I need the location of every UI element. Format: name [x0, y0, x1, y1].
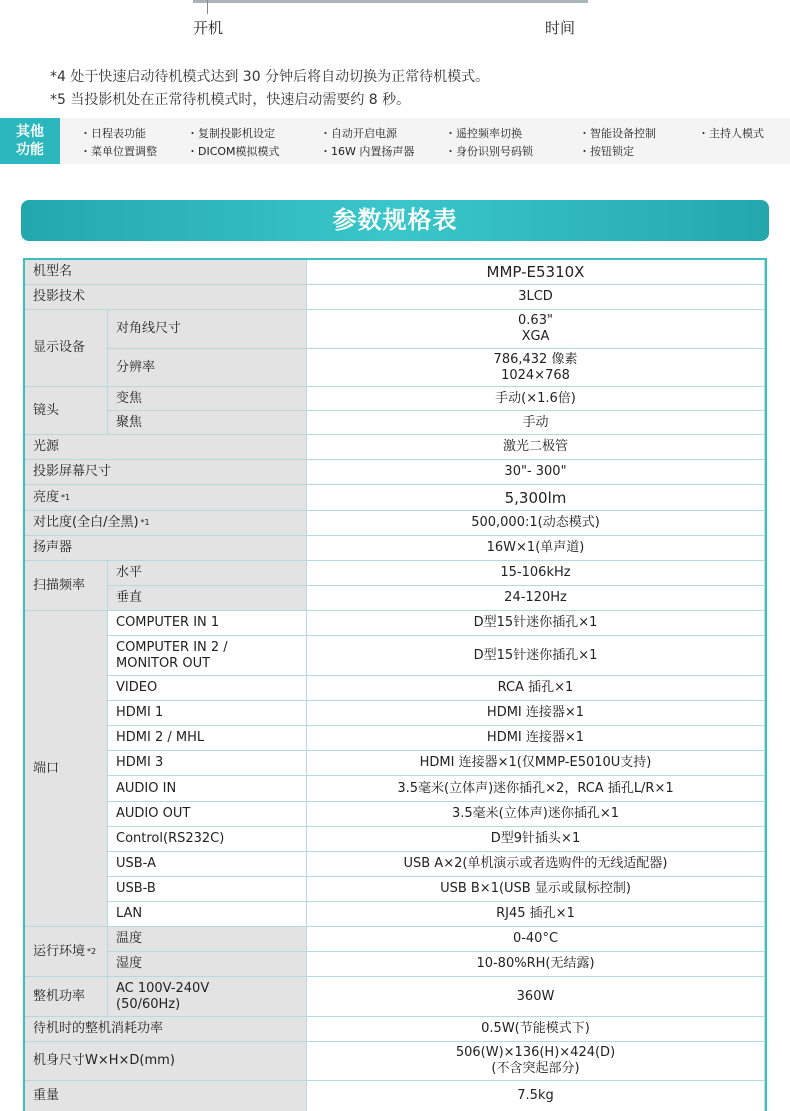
timeline-end-label: 时间: [545, 19, 576, 37]
spec-hum-label: 湿度: [108, 952, 307, 977]
feature-item: ・复制投影机设定: [187, 127, 275, 140]
spec-speaker-label: 扬声器: [25, 536, 307, 561]
timeline-axis: [193, 0, 588, 3]
feature-item: ・日程表功能: [80, 127, 146, 140]
feature-item: ・菜单位置调整: [80, 145, 157, 158]
spec-res-value-line2: 1024×768: [501, 367, 570, 383]
spec-env-label-text: 运行环境: [33, 943, 86, 959]
spec-screen-value: 30"- 300": [307, 460, 765, 485]
spec-model-label: 机型名: [25, 260, 307, 285]
spec-diag-value: [307, 310, 765, 349]
spec-display-label: 显示设备: [25, 310, 108, 387]
spec-contrast-value: 500,000:1(动态模式): [307, 511, 765, 536]
spec-size-label: 机身尺寸W×H×D(mm): [25, 1042, 307, 1081]
spec-title: 参数规格表: [21, 200, 769, 241]
port-value: HDMI 连接器×1: [307, 701, 765, 726]
spec-v-value: 24-120Hz: [307, 586, 765, 611]
spec-h-value: 15-106kHz: [307, 561, 765, 586]
port-value: 3.5毫米(立体声)迷你插孔×2，RCA 插孔L/R×1: [307, 776, 765, 802]
spec-zoom-value: 手动(×1.6倍): [307, 387, 765, 411]
port-value: HDMI 连接器×1: [307, 726, 765, 751]
spec-bright-footnote: *1: [61, 492, 71, 502]
spec-bright-label: [25, 485, 307, 511]
spec-focus-label: 聚焦: [108, 411, 307, 435]
spec-standby-value: 0.5W(节能模式下): [307, 1017, 765, 1042]
port-value: RJ45 插孔×1: [307, 902, 765, 927]
spec-weight-value: 7.5kg: [307, 1081, 765, 1111]
port-value: D型15针迷你插孔×1: [307, 636, 765, 676]
spec-standby-label: 待机时的整机消耗功率: [25, 1017, 307, 1042]
spec-size-value-line2: (不含突起部分): [491, 1061, 580, 1076]
spec-h-label: 水平: [108, 561, 307, 586]
other-functions-label-line2: 功能: [16, 142, 44, 158]
port-name: LAN: [108, 902, 307, 927]
spec-power-sub-line2: (50/60Hz): [116, 996, 181, 1012]
timeline-tick: [207, 0, 208, 14]
spec-diag-value-line1: 0.63": [518, 313, 553, 328]
port-value: USB A×2(单机演示或者选购件的无线适配器): [307, 852, 765, 877]
port-name: HDMI 2 / MHL: [108, 726, 307, 751]
port-value: D型9针插头×1: [307, 827, 765, 852]
spec-screen-label: 投影屏幕尺寸: [25, 460, 307, 485]
spec-v-label: 垂直: [108, 586, 307, 611]
feature-item: ・主持人模式: [698, 127, 764, 140]
spec-temp-label: 温度: [108, 927, 307, 952]
spec-power-label: 整机功率: [25, 977, 108, 1017]
port-name: AUDIO OUT: [108, 802, 307, 827]
spec-bright-label-text: 亮度: [33, 489, 60, 505]
port-name: COMPUTER IN 1: [108, 611, 307, 636]
port-name: Control(RS232C): [108, 827, 307, 852]
port-name: HDMI 3: [108, 751, 307, 776]
spec-bright-value: 5,300lm: [307, 485, 765, 511]
other-functions-panel: [60, 118, 790, 164]
port-name: HDMI 1: [108, 701, 307, 726]
spec-table: [23, 258, 767, 1111]
note-5: *5 当投影机处在正常待机模式时，快速启动需要约 8 秒。: [50, 92, 411, 108]
port-value: RCA 插孔×1: [307, 676, 765, 701]
spec-env-footnote: *2: [87, 946, 97, 956]
spec-diag-value-line2: XGA: [521, 329, 550, 344]
other-functions-label: [0, 118, 60, 164]
port-value: HDMI 连接器×1(仅MMP-E5010U支持): [307, 751, 765, 776]
spec-env-label: [25, 927, 108, 977]
port-value: USB B×1(USB 显示或鼠标控制): [307, 877, 765, 902]
spec-res-value: [307, 349, 765, 387]
spec-model-value: MMP-E5310X: [307, 260, 765, 285]
feature-item: ・遥控频率切换: [445, 127, 522, 140]
spec-power-sub: [108, 977, 307, 1017]
port-value: D型15针迷你插孔×1: [307, 611, 765, 636]
spec-tech-label: 投影技术: [25, 285, 307, 310]
timeline-start-label: 开机: [193, 19, 224, 37]
spec-focus-value: 手动: [307, 411, 765, 435]
spec-contrast-label: [25, 511, 307, 536]
spec-speaker-value: 16W×1(单声道): [307, 536, 765, 561]
feature-item: ・身份识别号码锁: [445, 145, 533, 158]
spec-tech-value: 3LCD: [307, 285, 765, 310]
spec-contrast-footnote: *1: [140, 518, 150, 527]
port-value: 3.5毫米(立体声)迷你插孔×1: [307, 802, 765, 827]
feature-item: ・DICOM模拟模式: [187, 145, 280, 158]
spec-light-label: 光源: [25, 435, 307, 460]
spec-power-sub-line1: AC 100V-240V: [116, 980, 210, 996]
port-name: COMPUTER IN 2 / MONITOR OUT: [108, 636, 307, 676]
port-name: VIDEO: [108, 676, 307, 701]
spec-light-value: 激光二极管: [307, 435, 765, 460]
feature-item: ・16W 内置扬声器: [320, 145, 415, 158]
spec-diag-label: 对角线尺寸: [108, 310, 307, 349]
feature-item: ・智能设备控制: [579, 127, 656, 140]
spec-hum-value: 10-80%RH(无结露): [307, 952, 765, 977]
spec-ports-label: 端口: [25, 611, 108, 927]
spec-size-value-line1: 506(W)×136(H)×424(D): [455, 1045, 616, 1060]
port-name: USB-A: [108, 852, 307, 877]
spec-size-value: [307, 1042, 765, 1081]
spec-contrast-label-text: 对比度(全白/全黑): [33, 515, 139, 530]
spec-res-label: 分辨率: [108, 349, 307, 387]
spec-lens-label: 镜头: [25, 387, 108, 435]
spec-res-value-line1: 786,432 像素: [493, 351, 578, 367]
feature-item: ・自动开启电源: [320, 127, 397, 140]
spec-scan-label: 扫描频率: [25, 561, 108, 611]
port-name: AUDIO IN: [108, 776, 307, 802]
spec-weight-label: 重量: [25, 1081, 307, 1111]
spec-power-value: 360W: [307, 977, 765, 1017]
spec-temp-value: 0-40°C: [307, 927, 765, 952]
other-functions-label-line1: 其他: [16, 124, 44, 140]
feature-item: ・按钮锁定: [579, 145, 634, 158]
note-4: *4 处于快速启动待机模式达到 30 分钟后将自动切换为正常待机模式。: [50, 69, 490, 85]
port-name: USB-B: [108, 877, 307, 902]
spec-zoom-label: 变焦: [108, 387, 307, 411]
